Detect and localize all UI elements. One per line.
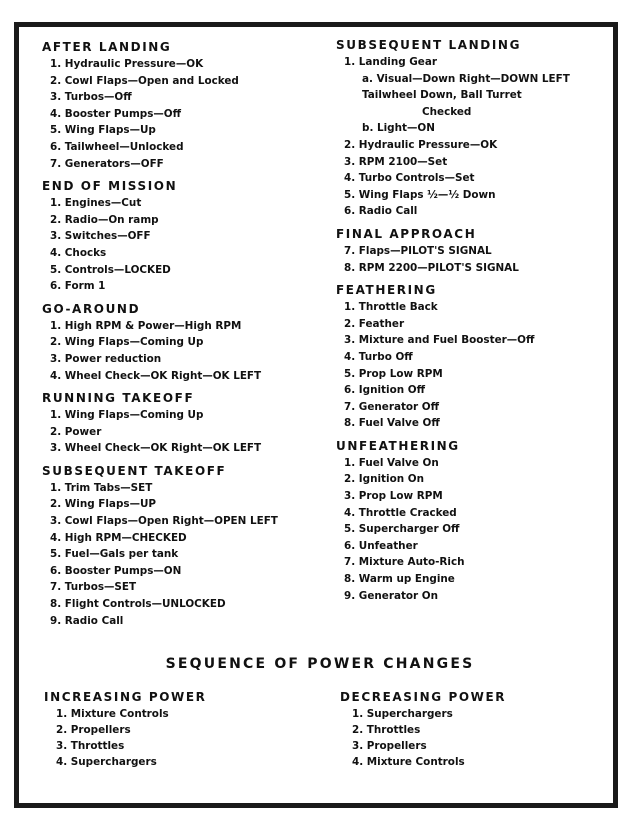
checklist-item: 9. Radio Call (50, 614, 124, 627)
checklist-item: 4. Booster Pumps—Off (50, 107, 182, 120)
checklist-item: 1. Engines—Cut (50, 197, 142, 210)
checklist-item: 8. RPM 2200—PILOT'S SIGNAL (344, 261, 519, 274)
checklist-subitem-continuation: Checked (422, 105, 472, 118)
section-unfeathering (336, 439, 616, 604)
checklist-item: 7. Turbos—SET (50, 581, 137, 594)
checklist-item: 3. Prop Low RPM (344, 490, 443, 503)
section-heading: GO-AROUND (42, 301, 141, 316)
section-heading: RUNNING TAKEOFF (42, 391, 195, 406)
checklist-item: 9. Generator On (344, 589, 439, 602)
increasing-power-column (44, 690, 304, 770)
checklist-item: 4. Turbo Controls—Set (344, 172, 475, 185)
section-subsequent-landing (336, 38, 616, 220)
checklist-item: 8. Warm up Engine (344, 573, 455, 586)
section-heading: SUBSEQUENT TAKEOFF (42, 463, 227, 478)
checklist-item: 1. Superchargers (352, 708, 453, 720)
checklist-item: 7. Generator Off (344, 400, 440, 413)
checklist-subitem: a. Visual—Down Right—DOWN LEFT (362, 72, 570, 85)
section-after-landing (42, 40, 312, 172)
checklist-item: 3. Mixture and Fuel Booster—Off (344, 334, 535, 347)
checklist-item: 2. Wing Flaps—Coming Up (50, 336, 204, 349)
section-heading: FEATHERING (336, 283, 437, 298)
checklist-item: 5. Fuel—Gals per tank (50, 548, 179, 561)
checklist-item: 1. Fuel Valve On (344, 456, 439, 469)
checklist-item: 4. Turbo Off (344, 350, 413, 363)
right-column (336, 38, 616, 611)
section-heading: FINAL APPROACH (336, 226, 477, 241)
section-heading: AFTER LANDING (42, 40, 172, 54)
checklist-item: 3. Propellers (352, 740, 427, 752)
checklist-item: 3. Wheel Check—OK Right—OK LEFT (50, 442, 262, 455)
checklist-item: 5. Controls—LOCKED (50, 263, 171, 276)
checklist-item: 6. Tailwheel—Unlocked (50, 140, 184, 153)
checklist-item: 1. High RPM & Power—High RPM (50, 319, 242, 332)
checklist-item: 2. Feather (344, 317, 405, 330)
checklist-item: 1. Trim Tabs—SET (50, 481, 153, 494)
checklist-item: 4. Wheel Check—OK Right—OK LEFT (50, 369, 262, 382)
checklist-item: 6. Form 1 (50, 280, 106, 293)
checklist-item: 2. Radio—On ramp (50, 213, 159, 226)
checklist-item: 1. Throttle Back (344, 301, 438, 314)
checklist-item: 5. Wing Flaps ½—½ Down (344, 188, 496, 201)
section-running-takeoff (42, 391, 312, 457)
checklist-item: 2. Wing Flaps—UP (50, 498, 157, 511)
section-subsequent-takeoff (42, 464, 312, 629)
checklist-item: 8. Fuel Valve Off (344, 417, 440, 430)
checklist-item: 6. Booster Pumps—ON (50, 564, 182, 577)
checklist-item: 2. Hydraulic Pressure—OK (344, 138, 498, 151)
checklist-subitem-continuation: Tailwheel Down, Ball Turret (362, 89, 522, 102)
section-heading: SUBSEQUENT LANDING (336, 38, 522, 52)
power-changes-title: SEQUENCE OF POWER CHANGES (165, 656, 475, 672)
section-feathering (336, 283, 616, 432)
section-end-of-mission (42, 179, 312, 295)
checklist-item: 6. Radio Call (344, 205, 418, 218)
checklist-item: 7. Generators—OFF (50, 157, 164, 170)
checklist-item: 4. Chocks (50, 246, 107, 259)
checklist-item: 3. Turbos—Off (50, 91, 132, 104)
checklist-item: 6. Unfeather (344, 539, 418, 552)
checklist-item: 5. Supercharger Off (344, 523, 460, 536)
checklist-item: 6. Ignition Off (344, 384, 425, 397)
checklist-item: 3. Switches—OFF (50, 230, 151, 243)
checklist-item: 4. Mixture Controls (352, 756, 465, 768)
left-column (42, 40, 312, 636)
checklist-item: 2. Ignition On (344, 473, 424, 486)
checklist-item: 3. Cowl Flaps—Open Right—OPEN LEFT (50, 515, 278, 528)
section-heading: DECREASING POWER (340, 690, 507, 704)
section-go-around (42, 302, 312, 384)
checklist-item: 4. High RPM—CHECKED (50, 531, 187, 544)
checklist-item: 2. Propellers (56, 724, 131, 736)
checklist-item: 7. Flaps—PILOT'S SIGNAL (344, 244, 492, 257)
checklist-item: 4. Superchargers (56, 756, 157, 768)
checklist-item: 2. Throttles (352, 724, 421, 736)
checklist-item: 2. Cowl Flaps—Open and Locked (50, 74, 239, 87)
checklist-item: 1. Landing Gear (344, 56, 437, 68)
checklist-item: 4. Throttle Cracked (344, 506, 457, 519)
section-final-approach (336, 227, 616, 276)
checklist-item: 1. Hydraulic Pressure—OK (50, 58, 204, 70)
checklist-subitem: b. Light—ON (362, 122, 435, 135)
checklist-item: 8. Flight Controls—UNLOCKED (50, 598, 226, 611)
checklist-item: 3. Power reduction (50, 352, 162, 365)
decreasing-power-column (340, 690, 600, 770)
checklist-item: 2. Power (50, 425, 102, 438)
checklist-item: 3. Throttles (56, 740, 125, 752)
section-heading: END OF MISSION (42, 179, 178, 194)
checklist-item: 5. Wing Flaps—Up (50, 124, 156, 137)
checklist-item: 3. RPM 2100—Set (344, 155, 448, 168)
checklist-item: 5. Prop Low RPM (344, 367, 443, 380)
checklist-item: 7. Mixture Auto-Rich (344, 556, 465, 569)
checklist-item: 1. Mixture Controls (56, 708, 169, 720)
section-heading: INCREASING POWER (44, 690, 207, 704)
section-heading: UNFEATHERING (336, 438, 460, 453)
checklist-item: 1. Wing Flaps—Coming Up (50, 409, 204, 422)
